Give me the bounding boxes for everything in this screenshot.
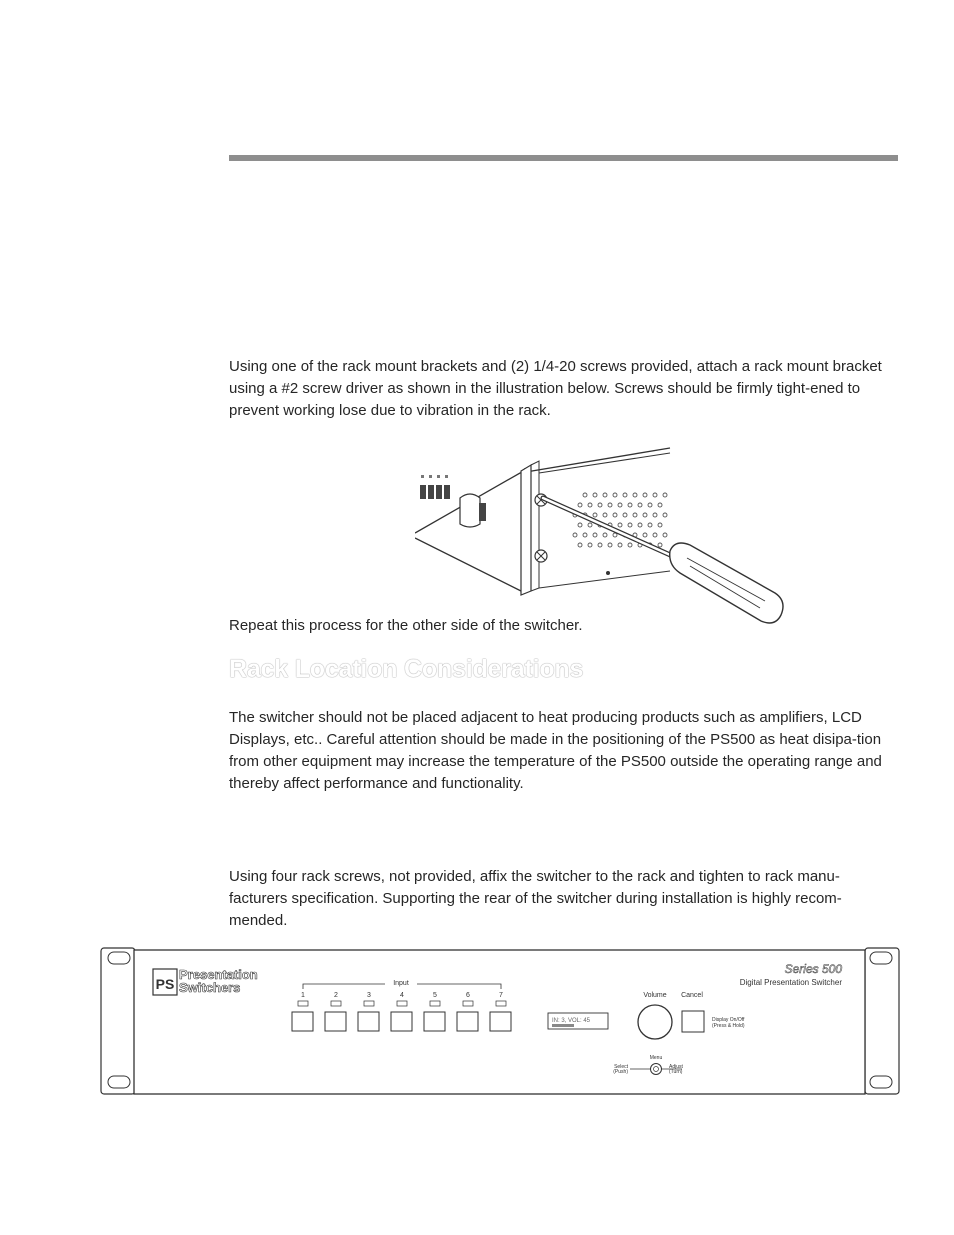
- led-indicator: [397, 1001, 407, 1006]
- rack-location-heading: Rack Location Considerations: [229, 655, 584, 683]
- adjust-label-2: (Turn): [669, 1069, 683, 1075]
- input-button: [358, 1012, 379, 1031]
- display-label-2: (Press & Hold): [712, 1023, 745, 1029]
- svg-text:3: 3: [367, 992, 371, 999]
- svg-text:7: 7: [499, 992, 503, 999]
- svg-text:6: 6: [466, 992, 470, 999]
- volume-label: Volume: [643, 992, 667, 999]
- menu-label: Menu: [649, 1055, 663, 1061]
- input-button: [457, 1012, 478, 1031]
- select-label-2: (Push): [613, 1069, 628, 1075]
- select-label-1: Select: [614, 1064, 628, 1070]
- input-button: [424, 1012, 445, 1031]
- lcd-text: IN: 3, VOL: 45: [552, 1018, 591, 1024]
- cancel-label: Cancel: [681, 992, 703, 999]
- rack-bracket-illustration: [415, 443, 785, 635]
- led-indicator: [331, 1001, 341, 1006]
- led-indicator: [298, 1001, 308, 1006]
- led-indicator: [364, 1001, 374, 1006]
- adjust-label-1: Adjust: [669, 1064, 683, 1070]
- display-label-1: Display On/Off: [712, 1017, 745, 1023]
- right-rack-ear: [865, 948, 899, 1094]
- location-paragraph: The switcher should not be placed adjacent to heat producing products such as amplifiers, LCD Displays, etc.. Careful attention should be made in the positioning of the PS500 as heat disipa-tion from other equipment may increase the temperature of the PS500 outside the operating range and thereby affect performance and functionality.: [229, 709, 882, 792]
- svg-text:5: 5: [433, 992, 437, 999]
- svg-text:4: 4: [400, 992, 404, 999]
- input-button: [325, 1012, 346, 1031]
- left-rack-ear: [101, 948, 135, 1094]
- input-button: [490, 1012, 511, 1031]
- led-indicator: [463, 1001, 473, 1006]
- svg-text:2: 2: [334, 992, 338, 999]
- brand-line-2: Switchers: [179, 980, 241, 995]
- logo-mark: PS: [155, 976, 175, 992]
- svg-text:1: 1: [301, 992, 305, 999]
- section-rule: [229, 155, 898, 161]
- led-indicator: [496, 1001, 506, 1006]
- series-label: Series 500: [784, 962, 842, 976]
- cancel-button[interactable]: [682, 1011, 704, 1032]
- install-paragraph: Using four rack screws, not provided, affix the switcher to the rack and tighten to rack manu-facturers specification. Supporting the rear of the switcher during installation is highly recom-mended.: [229, 868, 842, 929]
- repeat-paragraph: Repeat this process for the other side of the switcher.: [229, 617, 583, 634]
- input-button: [391, 1012, 412, 1031]
- led-indicator: [430, 1001, 440, 1006]
- input-label: Input: [393, 980, 409, 987]
- brand-line-1: Presentation: [179, 967, 258, 982]
- bracket-instructions-paragraph: Using one of the rack mount brackets and (2) 1/4-20 screws provided, attach a rack mount bracket using a #2 screw driver as shown in the illustration below. Screws should be firmly tight-ened to prevent working lose due to vibration in the rack.: [229, 358, 882, 419]
- model-label: Digital Presentation Switcher: [739, 978, 842, 987]
- front-panel-illustration: [100, 945, 900, 1097]
- input-button: [292, 1012, 313, 1031]
- volume-knob[interactable]: [638, 1005, 672, 1039]
